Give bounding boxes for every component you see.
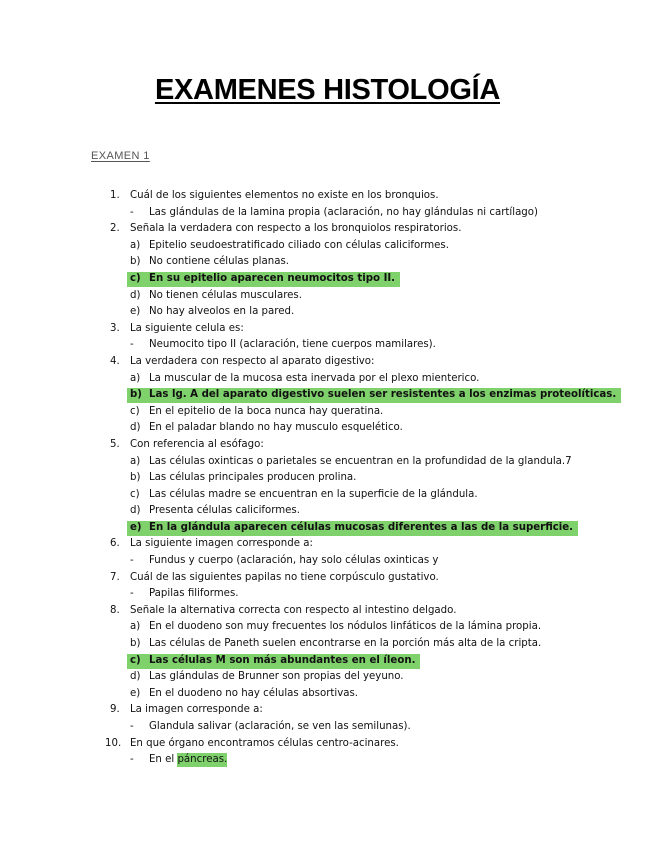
answer-text: En la glándula aparecen células mucosas diferentes a las de la superficie. — [149, 521, 574, 533]
question-text: La verdadera con respecto al aparato digestivo: — [130, 355, 375, 367]
answer-item — [0, 669, 655, 686]
answer-item — [0, 288, 655, 305]
answer-marker: e) — [130, 521, 142, 533]
answer-marker: b) — [130, 472, 141, 484]
answer-text: Neumocito tipo II (aclaración, tiene cuerpos mamilares). — [149, 339, 436, 351]
question-text: Señala la verdadera con respecto a los bronquiolos respiratorios. — [130, 223, 462, 235]
answer-item — [0, 586, 655, 603]
answer-marker: - — [130, 754, 134, 766]
answer-marker: b) — [130, 256, 141, 268]
question-number: 9. — [110, 704, 120, 716]
question-number: 2. — [110, 223, 120, 235]
answer-text: La muscular de la mucosa esta inervada por el plexo mienterico. — [149, 372, 480, 384]
highlighted-answer-text: páncreas. — [177, 754, 228, 766]
answer-text: Las glándulas de Brunner son propias del yeyuno. — [149, 671, 404, 683]
question-list — [0, 188, 655, 769]
answer-text: Las células de Paneth suelen encontrarse en la porción más alta de la cripta. — [149, 638, 542, 650]
answer-marker: a) — [130, 455, 141, 467]
answer-item — [0, 337, 655, 354]
answer-text: En el paladar blando no hay musculo esquelético. — [149, 422, 403, 434]
question-item — [0, 221, 655, 238]
answer-item — [0, 553, 655, 570]
answer-marker: e) — [130, 306, 141, 318]
question-item — [0, 354, 655, 371]
question-text: En que órgano encontramos células centro-acinares. — [130, 737, 399, 749]
question-number: 4. — [110, 355, 120, 367]
answer-item — [0, 636, 655, 653]
question-item — [0, 570, 655, 587]
answer-text: Epitelio seudoestratificado ciliado con células caliciformes. — [149, 239, 449, 251]
answer-item — [0, 304, 655, 321]
answer-item — [0, 487, 655, 504]
question-item — [0, 437, 655, 454]
section-heading: EXAMEN 1 — [91, 150, 150, 162]
question-number: 3. — [110, 322, 120, 334]
question-text: La imagen corresponde a: — [130, 704, 263, 716]
answer-marker: a) — [130, 372, 141, 384]
question-item — [0, 736, 655, 753]
answer-item — [0, 238, 655, 255]
question-text: La siguiente celula es: — [130, 322, 244, 334]
answer-marker: a) — [130, 621, 141, 633]
correct-answer-item — [0, 387, 655, 404]
answer-item — [0, 205, 655, 222]
answer-marker: d) — [130, 505, 141, 517]
question-number: 10. — [105, 737, 122, 749]
answer-marker: c) — [130, 488, 140, 500]
answer-text: Las células oxinticas o parietales se encuentran en la profundidad de la glandula.7 — [149, 455, 572, 467]
answer-marker: c) — [130, 654, 141, 666]
answer-item — [0, 619, 655, 636]
answer-item — [0, 404, 655, 421]
answer-marker: e) — [130, 687, 141, 699]
answer-marker: d) — [130, 422, 141, 434]
answer-item — [0, 686, 655, 703]
question-number: 8. — [110, 604, 120, 616]
answer-item — [0, 254, 655, 271]
answer-item — [0, 503, 655, 520]
answer-text: No tienen células musculares. — [149, 289, 302, 301]
answer-marker: c) — [130, 405, 140, 417]
answer-text: En su epitelio aparecen neumocitos tipo II. — [149, 272, 396, 284]
answer-item — [0, 454, 655, 471]
answer-text: En el epitelio de la boca nunca hay queratina. — [149, 405, 384, 417]
question-text: Señale la alternativa correcta con respecto al intestino delgado. — [130, 604, 457, 616]
question-number: 1. — [110, 190, 120, 201]
answer-item — [0, 719, 655, 736]
question-item — [0, 321, 655, 338]
answer-marker: - — [130, 339, 134, 351]
answer-text: Las células principales producen prolina. — [149, 472, 357, 484]
answer-text-prefix: En el — [149, 754, 178, 766]
answer-marker: - — [130, 206, 134, 218]
answer-text: Las células M son más abundantes en el íleon. — [149, 654, 416, 666]
answer-item — [0, 371, 655, 388]
page-title: EXAMENES HISTOLOGÍA — [154, 74, 501, 106]
answer-marker: - — [130, 588, 134, 600]
answer-text — [149, 752, 227, 769]
question-item — [0, 603, 655, 620]
question-number: 7. — [110, 571, 120, 583]
question-text: Con referencia al esófago: — [130, 438, 264, 450]
answer-item — [0, 420, 655, 437]
answer-item — [0, 752, 655, 769]
correct-answer-item — [0, 653, 655, 670]
answer-text: Las células madre se encuentran en la superficie de la glándula. — [149, 488, 478, 500]
question-number: 6. — [110, 538, 120, 550]
answer-marker: - — [130, 721, 134, 732]
answer-text: En el duodeno son muy frecuentes los nódulos linfáticos de la lámina propia. — [149, 621, 542, 633]
question-text: Cuál de las siguientes papilas no tiene corpúsculo gustativo. — [130, 571, 439, 583]
answer-text: Las glándulas de la lamina propia (aclaración, no hay glándulas ni cartílago) — [149, 206, 538, 218]
answer-text: Papilas filiformes. — [149, 588, 239, 600]
answer-marker: - — [130, 555, 134, 567]
answer-marker: d) — [130, 289, 141, 301]
answer-text: Fundus y cuerpo (aclaración, hay solo células oxinticas y — [149, 555, 439, 567]
question-item — [0, 188, 655, 205]
correct-answer-item — [0, 271, 655, 288]
answer-marker: d) — [130, 671, 141, 683]
answer-marker: c) — [130, 272, 141, 284]
answer-marker: b) — [130, 638, 141, 650]
question-number: 5. — [110, 438, 120, 450]
question-item — [0, 702, 655, 719]
answer-marker: a) — [130, 239, 141, 251]
answer-text: Presenta células caliciformes. — [149, 505, 300, 517]
question-text: Cuál de los siguientes elementos no existe en los bronquios. — [130, 190, 439, 201]
answer-text: No hay alveolos en la pared. — [149, 306, 295, 318]
answer-item — [0, 470, 655, 487]
answer-text: Las lg. A del aparato digestivo suelen ser resistentes a los enzimas proteolíticas. — [149, 389, 617, 401]
answer-marker: b) — [130, 389, 142, 401]
answer-text: No contiene células planas. — [149, 256, 289, 268]
question-text: La siguiente imagen corresponde a: — [130, 538, 313, 550]
answer-text: Glandula salivar (aclaración, se ven las semilunas). — [149, 721, 411, 732]
answer-text: En el duodeno no hay células absortivas. — [149, 687, 359, 699]
question-item — [0, 536, 655, 553]
correct-answer-item — [0, 520, 655, 537]
